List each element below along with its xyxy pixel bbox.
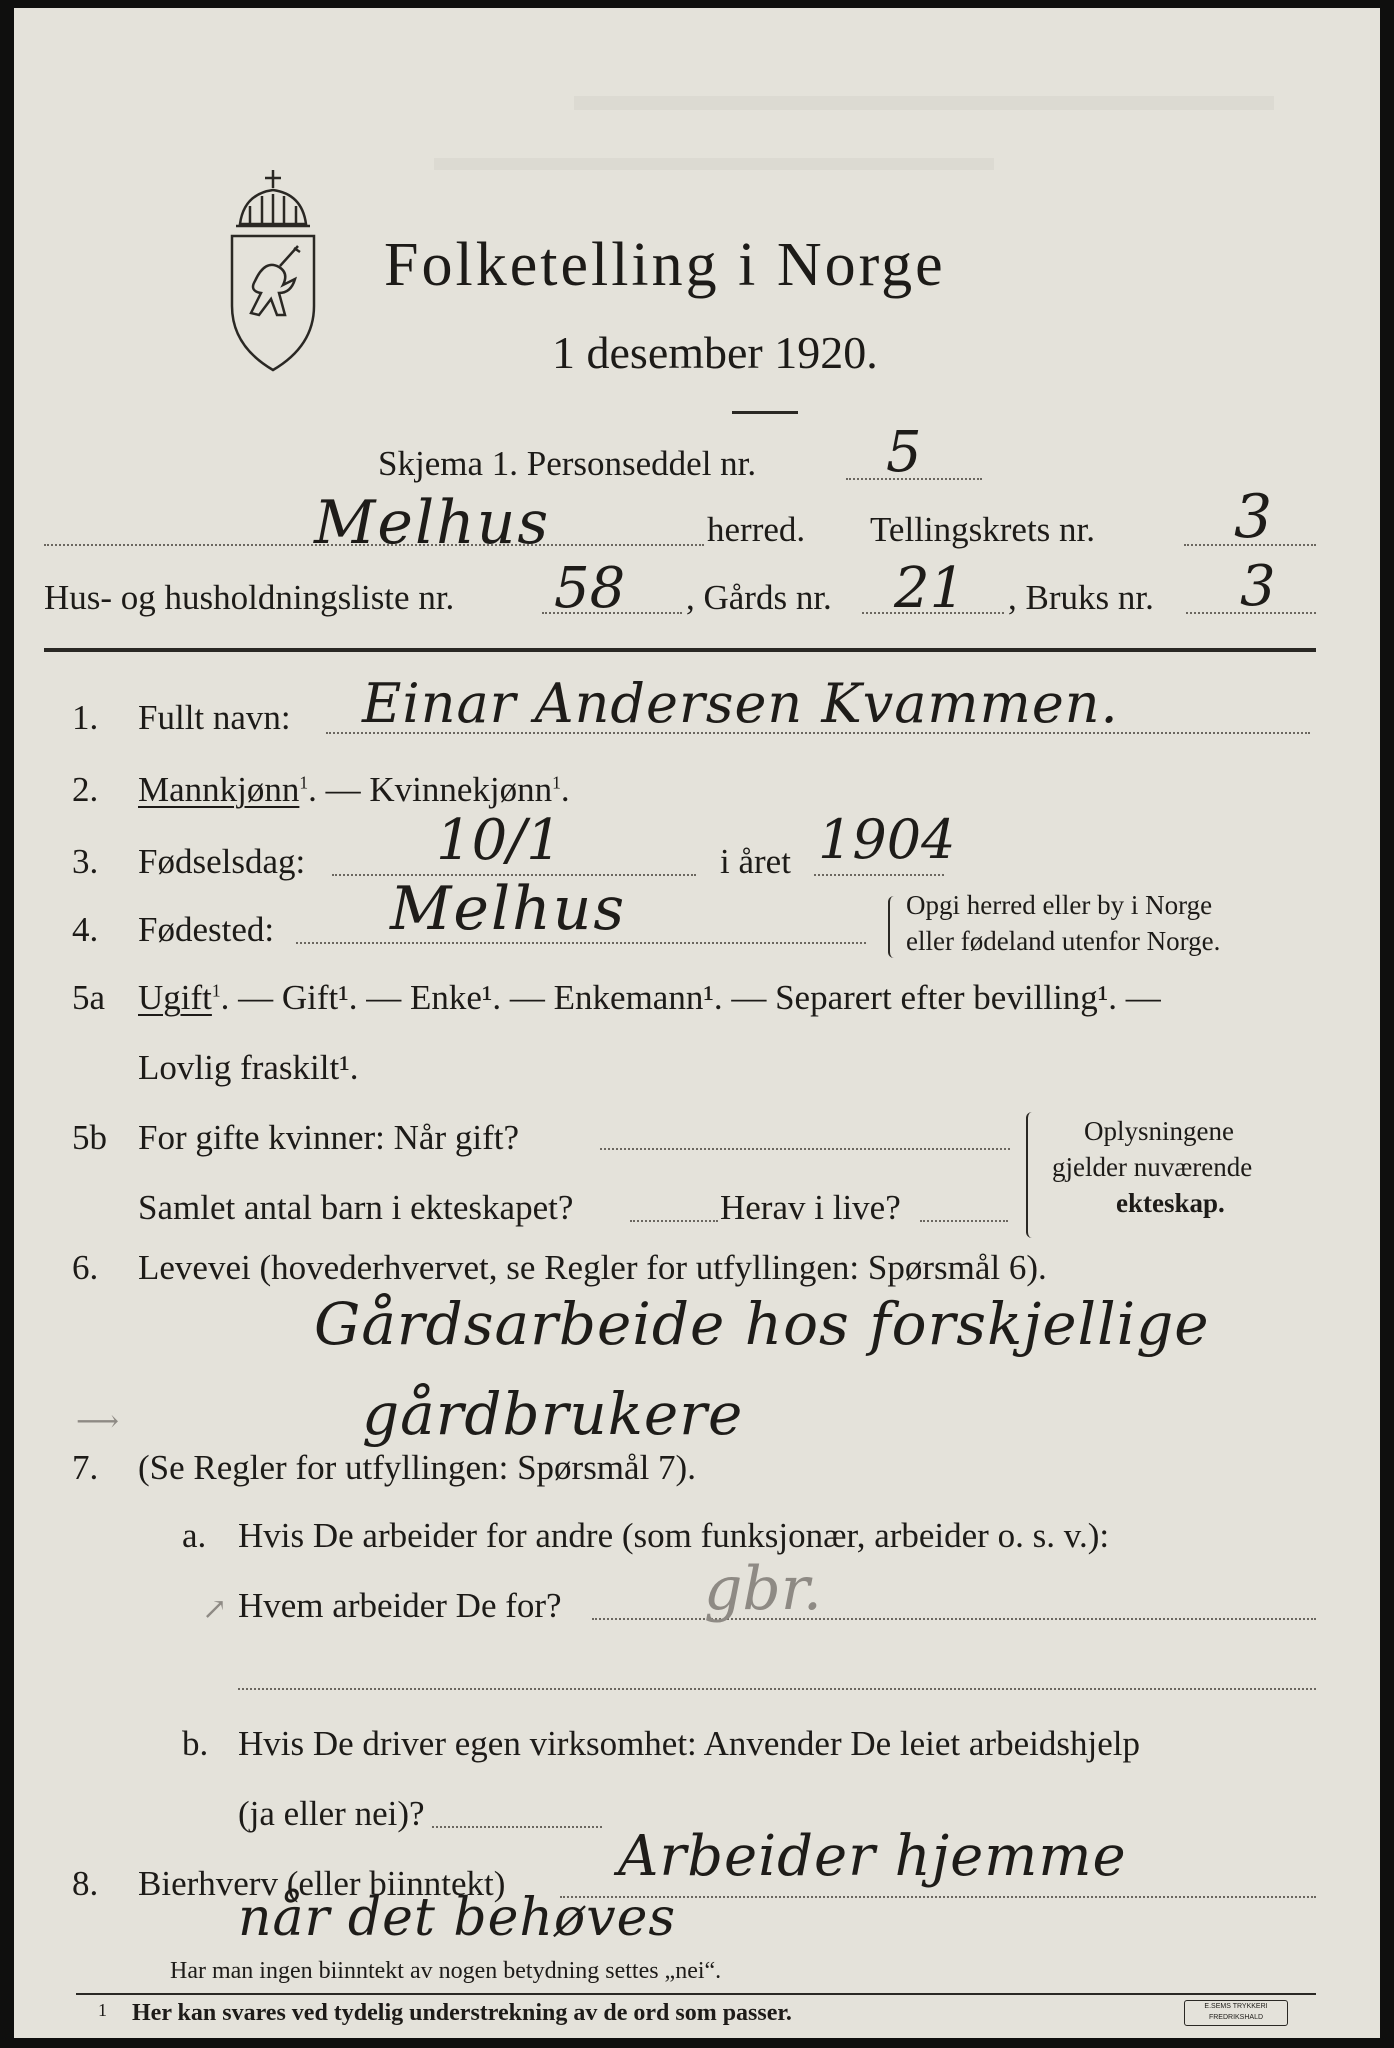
herred-label: herred. xyxy=(707,510,806,549)
hus-value: 58 xyxy=(554,556,626,621)
census-form xyxy=(14,8,1380,2038)
q2-male-option: Mannkjønn$^1$ xyxy=(138,770,309,809)
q4-label: Fødested: xyxy=(138,910,275,949)
form-date: 1 desember 1920. xyxy=(552,327,878,378)
q5a-other-options: . — Gift¹. — Enke¹. — Enkemann¹. — Separert efter bevilling¹. — xyxy=(220,978,1161,1017)
q7b-label: Hvis De driver egen virksomhet: Anvender De leiet arbeidshjelp xyxy=(238,1724,1140,1763)
q3-number: 3. xyxy=(72,842,99,881)
q7b-line xyxy=(432,1826,602,1828)
q2-end: . xyxy=(560,770,570,809)
q5a-options xyxy=(138,978,1161,1018)
q8-number: 8. xyxy=(72,1864,99,1903)
q3-year-label: i året xyxy=(720,842,791,881)
printer-stamp xyxy=(1184,2000,1288,2026)
herred-value: Melhus xyxy=(314,488,551,558)
bruks-value: 3 xyxy=(1240,554,1276,619)
q5b-married-line xyxy=(600,1148,1010,1150)
hus-label: Hus- og husholdningsliste nr. xyxy=(44,578,455,617)
printer-stamp-line1: E.SEMS TRYKKERI xyxy=(1204,2003,1268,2010)
coat-of-arms-icon xyxy=(210,166,336,381)
q1-value: Einar Andersen Kvammen. xyxy=(362,672,1119,735)
q4-number: 4. xyxy=(72,910,99,949)
bleed-through-mark xyxy=(434,158,994,170)
q5b-alive-line xyxy=(920,1220,1008,1222)
q5b-note-line3: ekteskap. xyxy=(1116,1188,1225,1218)
q2-separator: . — xyxy=(308,770,370,809)
q7a-line-extra xyxy=(238,1688,1316,1690)
skjema-label: Skjema 1. Personseddel nr. xyxy=(378,444,757,483)
q2-sex-options: Mannkjønn$^1$. — Kvinnekjønn$^1$. xyxy=(138,770,570,809)
q4-note-line2: eller fødeland utenfor Norge. xyxy=(906,926,1221,956)
biinntekt-note: Har man ingen biinntekt av nogen betydning settes „nei“. xyxy=(170,1958,722,1984)
q5b-children-line xyxy=(630,1220,718,1222)
q6-value-line2: gårdbrukere xyxy=(362,1380,744,1448)
gards-label: , Gårds nr. xyxy=(686,578,832,617)
footer-rule xyxy=(76,1993,1316,1995)
footnote-text: Her kan svares ved tydelig understrekning av de ord som passer. xyxy=(132,2000,792,2026)
q2-number: 2. xyxy=(72,770,99,809)
q5b-note-line1: Oplysningene xyxy=(1084,1116,1234,1146)
personseddel-value: 5 xyxy=(886,420,922,485)
q7a-line xyxy=(592,1618,1316,1620)
q7a-value: gbr. xyxy=(704,1554,822,1624)
q3-date-value: 10/1 xyxy=(436,808,562,873)
q4-value: Melhus xyxy=(390,874,627,944)
gards-value: 21 xyxy=(894,556,966,621)
q5a-line2: Lovlig fraskilt¹. xyxy=(138,1048,359,1087)
title-divider xyxy=(732,411,798,414)
q7b-question: (ja eller nei)? xyxy=(238,1794,425,1833)
q8-value-line2: når det behøves xyxy=(238,1888,677,1948)
q8-value-line1: Arbeider hjemme xyxy=(618,1824,1127,1889)
q4-brace xyxy=(888,896,900,958)
footnote-number: 1 xyxy=(98,2000,107,2020)
q7-number: 7. xyxy=(72,1448,99,1487)
pencil-tick-icon: ↗ xyxy=(202,1593,228,1626)
printer-stamp-line2: FREDRIKSHALD xyxy=(1208,2014,1264,2021)
q3-label: Fødselsdag: xyxy=(138,842,306,881)
q1-number: 1. xyxy=(72,698,99,737)
q7a-question: Hvem arbeider De for? xyxy=(238,1586,562,1625)
q6-label: Levevei (hovederhvervet, se Regler for utfyllingen: Spørsmål 6). xyxy=(138,1248,1047,1287)
q5b-children-label: Samlet antal barn i ekteskapet? xyxy=(138,1188,574,1227)
q3-year-line xyxy=(814,874,944,876)
q8-label: Bierhverv (eller biinntekt) xyxy=(138,1864,506,1903)
q5b-alive-label: Herav i live? xyxy=(720,1188,901,1227)
q3-year-value: 1904 xyxy=(818,808,956,871)
q7a-letter: a. xyxy=(182,1516,207,1555)
q4-note-line1: Opgi herred eller by i Norge xyxy=(906,890,1213,920)
q1-label: Fullt navn: xyxy=(138,698,291,737)
q5b-brace xyxy=(1026,1112,1038,1238)
q5b-number: 5b xyxy=(72,1118,107,1157)
tellingskrets-value: 3 xyxy=(1234,482,1273,552)
bruks-label: , Bruks nr. xyxy=(1008,578,1154,617)
header-rule xyxy=(44,648,1316,652)
q5a-number: 5a xyxy=(72,978,106,1017)
q7b-letter: b. xyxy=(182,1724,209,1763)
q7a-label: Hvis De arbeider for andre (som funksjonær, arbeider o. s. v.): xyxy=(238,1516,1110,1555)
bleed-through-mark xyxy=(574,96,1274,110)
q2-female-option: Kvinnekjønn xyxy=(369,770,553,809)
q5b-married-label: For gifte kvinner: Når gift? xyxy=(138,1118,520,1157)
q5b-note-line2: gjelder nuværende xyxy=(1052,1152,1253,1182)
form-title: Folketelling i Norge xyxy=(384,231,946,299)
q5a-ugift-option: Ugift$^1$ xyxy=(138,978,221,1017)
tellingskrets-label: Tellingskrets nr. xyxy=(870,510,1096,549)
q7-label: (Se Regler for utfyllingen: Spørsmål 7). xyxy=(138,1448,696,1487)
q6-number: 6. xyxy=(72,1248,99,1287)
pencil-mark-icon: ⟶ xyxy=(76,1405,120,1438)
q6-value-line1: Gårdsarbeide hos forskjellige xyxy=(314,1290,1210,1358)
